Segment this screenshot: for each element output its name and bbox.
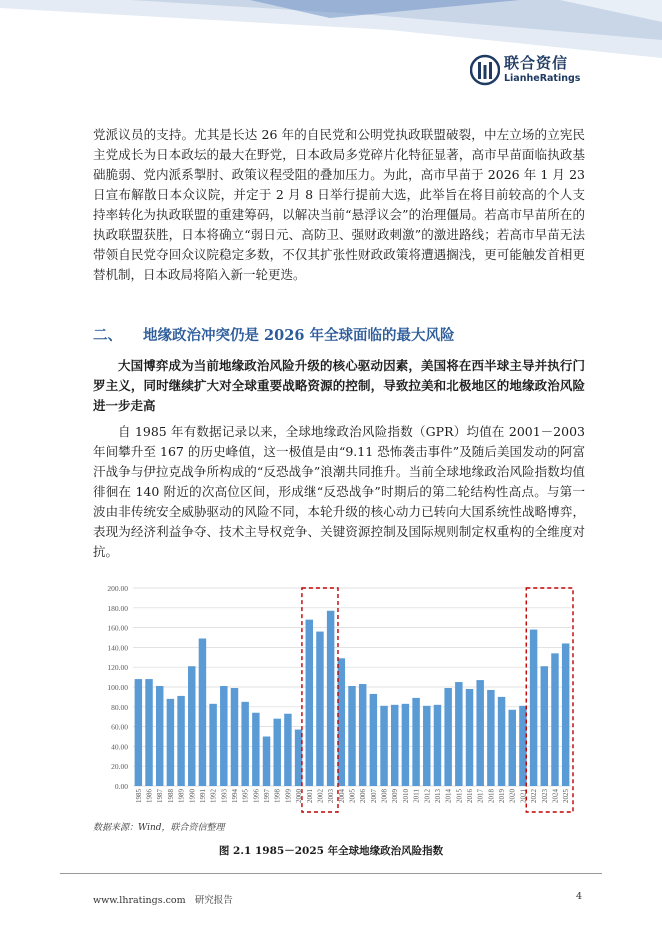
bar-1988 bbox=[167, 699, 174, 786]
x-tick-label: 1985 bbox=[134, 789, 143, 803]
bar-2018 bbox=[487, 690, 494, 786]
x-tick-label: 2006 bbox=[359, 789, 368, 803]
bar-1994 bbox=[231, 688, 238, 786]
x-tick-label: 2004 bbox=[337, 789, 346, 803]
bar-2014 bbox=[444, 688, 451, 786]
x-tick-label: 1998 bbox=[273, 789, 282, 803]
y-tick-label: 0.00 bbox=[114, 782, 128, 791]
x-tick-label: 1988 bbox=[166, 789, 175, 803]
x-tick-label: 2002 bbox=[316, 789, 325, 803]
x-tick-label: 2013 bbox=[433, 789, 442, 803]
x-tick-label: 2012 bbox=[423, 789, 432, 803]
bar-2009 bbox=[391, 705, 398, 786]
x-axis bbox=[135, 789, 570, 804]
bar-2020 bbox=[509, 710, 516, 786]
bar-1987 bbox=[156, 686, 163, 786]
bar-1990 bbox=[188, 666, 195, 786]
x-tick-label: 2018 bbox=[487, 789, 496, 803]
bar-1989 bbox=[177, 696, 184, 786]
footer-rule bbox=[60, 873, 602, 874]
footer-website: www.lhratings.com bbox=[93, 895, 186, 906]
footer-report-label: 研究报告 bbox=[194, 895, 233, 906]
bar-2025 bbox=[562, 643, 569, 786]
x-tick-label: 1997 bbox=[263, 789, 272, 803]
x-tick-label: 2024 bbox=[551, 789, 560, 803]
bar-2008 bbox=[380, 706, 387, 786]
x-tick-label: 2003 bbox=[327, 789, 336, 803]
x-tick-label: 2014 bbox=[444, 789, 453, 803]
bar-2021 bbox=[519, 706, 526, 786]
chart-source: 数据来源：Wind，联合资信整理 bbox=[93, 823, 225, 833]
y-tick-label: 80.00 bbox=[111, 702, 128, 712]
x-tick-label: 1999 bbox=[284, 789, 293, 803]
bar-1995 bbox=[241, 702, 248, 786]
bar-2002 bbox=[316, 632, 323, 786]
x-tick-label: 1986 bbox=[145, 789, 154, 803]
y-tick-label: 20.00 bbox=[111, 762, 128, 772]
page-number: 4 bbox=[576, 891, 583, 902]
bar-2003 bbox=[327, 611, 334, 786]
bar-2004 bbox=[338, 658, 345, 786]
x-tick-label: 2007 bbox=[369, 789, 378, 803]
y-tick-label: 120.00 bbox=[107, 663, 128, 673]
x-tick-label: 1987 bbox=[156, 789, 165, 803]
bar-1992 bbox=[209, 704, 216, 786]
y-tick-label: 100.00 bbox=[107, 683, 128, 692]
bar-2015 bbox=[455, 682, 462, 786]
x-tick-label: 2001 bbox=[305, 789, 314, 803]
x-tick-label: 2005 bbox=[348, 789, 357, 803]
bar-1991 bbox=[199, 638, 206, 786]
bar-1993 bbox=[220, 686, 227, 786]
x-tick-label: 2016 bbox=[466, 789, 475, 803]
bar-2017 bbox=[476, 680, 483, 786]
x-tick-label: 1995 bbox=[241, 789, 250, 803]
footer-left bbox=[93, 892, 233, 906]
x-tick-label: 1989 bbox=[177, 789, 186, 803]
x-tick-label: 2008 bbox=[380, 789, 389, 803]
bar-2001 bbox=[306, 620, 313, 786]
bar-2007 bbox=[370, 694, 377, 786]
bar-2016 bbox=[466, 689, 473, 786]
x-tick-label: 2025 bbox=[562, 789, 571, 803]
y-tick-label: 40.00 bbox=[111, 742, 128, 752]
x-tick-label: 2010 bbox=[401, 789, 410, 803]
paragraph-japan-politics: 党派议员的支持。尤其是长达 26 年的自民党和公明党执政联盟破裂，中左立场的立宪民主党成长为日本政坛的最大在野党，日本政局多党碎片化特征显著，高市早苗面临执政基础脆弱、党内派系掣肘、政策议程受阻的叠加压力。为此，高市早苗于 2026 年 1 月 23 日宣布解散日本众议院，并定于 2 月 8 日举行提前大选，此举旨在将目前较高的个人支持率转化为执政联盟的重建筹码，以解决当前“悬浮议会”的治理僵局。若高市早苗所在的执政联盟获胜，日本将确立“弱日元、高防卫、强财政刺激”的激进路线；若高市早苗无法带领自民党夺回众议院稳定多数，不仅其扩张性财政政策将遭遇搁浅，更可能触发首相更替机制，日本政局将陷入新一轮更迭。 bbox=[93, 127, 585, 282]
bar-1998 bbox=[273, 719, 280, 786]
x-tick-label: 1993 bbox=[220, 789, 229, 803]
x-tick-label: 2023 bbox=[540, 789, 549, 803]
x-tick-label: 2021 bbox=[519, 789, 528, 803]
bar-2011 bbox=[412, 698, 419, 786]
x-tick-label: 1992 bbox=[209, 789, 218, 803]
y-tick-label: 180.00 bbox=[107, 603, 128, 613]
y-tick-label: 60.00 bbox=[111, 722, 128, 732]
logo-chinese-name: 联合资信 bbox=[504, 54, 569, 72]
logo-english-name: LianheRatings bbox=[504, 73, 581, 84]
bar-1985 bbox=[135, 679, 142, 786]
lianhe-logo bbox=[470, 52, 590, 88]
bar-1996 bbox=[252, 713, 259, 786]
bar-1986 bbox=[145, 679, 152, 786]
lead-bold-paragraph: 大国博弈成为当前地缘政治风险升级的核心驱动因素，美国将在西半球主导并执行门罗主义，同时继续扩大对全球重要战略资源的控制，导致拉美和北极地区的地缘政治风险进一步走高 bbox=[93, 358, 585, 413]
x-tick-label: 2009 bbox=[391, 789, 400, 803]
x-tick-label: 1990 bbox=[188, 789, 197, 803]
x-tick-label: 2000 bbox=[295, 789, 304, 803]
gpr-bar-chart bbox=[93, 582, 578, 814]
bar-2005 bbox=[348, 686, 355, 786]
bar-2024 bbox=[551, 653, 558, 786]
bar-2010 bbox=[402, 704, 409, 786]
bar-2000 bbox=[295, 730, 302, 786]
bar-2022 bbox=[530, 630, 537, 786]
bar-2019 bbox=[498, 697, 505, 786]
bar-2013 bbox=[434, 705, 441, 786]
x-tick-label: 2020 bbox=[508, 789, 517, 803]
x-tick-label: 1994 bbox=[230, 789, 239, 803]
x-tick-label: 2019 bbox=[498, 789, 507, 803]
x-tick-label: 1996 bbox=[252, 789, 261, 803]
lianhe-logo-icon bbox=[470, 54, 500, 86]
x-tick-label: 1991 bbox=[198, 789, 207, 803]
bar-2006 bbox=[359, 684, 366, 786]
x-tick-label: 2011 bbox=[412, 789, 421, 803]
bar-2012 bbox=[423, 706, 430, 786]
bar-1997 bbox=[263, 737, 270, 787]
section-number: 二、 bbox=[93, 327, 122, 344]
y-tick-label: 200.00 bbox=[107, 584, 128, 593]
x-tick-label: 2015 bbox=[455, 789, 464, 803]
section-title: 地缘政治冲突仍是 2026 年全球面临的最大风险 bbox=[143, 327, 455, 344]
bar-1999 bbox=[284, 714, 291, 786]
y-tick-label: 140.00 bbox=[107, 643, 128, 653]
x-tick-label: 2022 bbox=[530, 789, 539, 803]
bar-2023 bbox=[541, 666, 548, 786]
x-tick-label: 2017 bbox=[476, 789, 485, 803]
chart-caption: 图 2.1 1985－2025 年全球地缘政治风险指数 bbox=[218, 845, 444, 857]
section-heading bbox=[93, 324, 593, 345]
bars bbox=[135, 611, 570, 786]
y-tick-label: 160.00 bbox=[107, 623, 128, 633]
paragraph-gpr-history: 自 1985 年有数据记录以来，全球地缘政治风险指数（GPR）均值在 2001－2003 年间攀升至 167 的历史峰值，这一极值是由“9.11 恐怖袭击事件”及随后美国发动的阿富汗战争与伊拉克战争所构成的“反恐战争”浪潮共同推升。当前全球地缘政治风险指数均值徘徊在 140 附近的次高位区间，形成继“反恐战争”时期后的第二轮结构性高点。与第一波由非传统安全威胁驱动的风险不同，本轮升级的核心动力已转向大国系统性战略博弈，表现为经济利益争夺、技术主导权竞争、关键资源控制及国际规则制定权重构的全维度对抗。 bbox=[93, 424, 585, 559]
